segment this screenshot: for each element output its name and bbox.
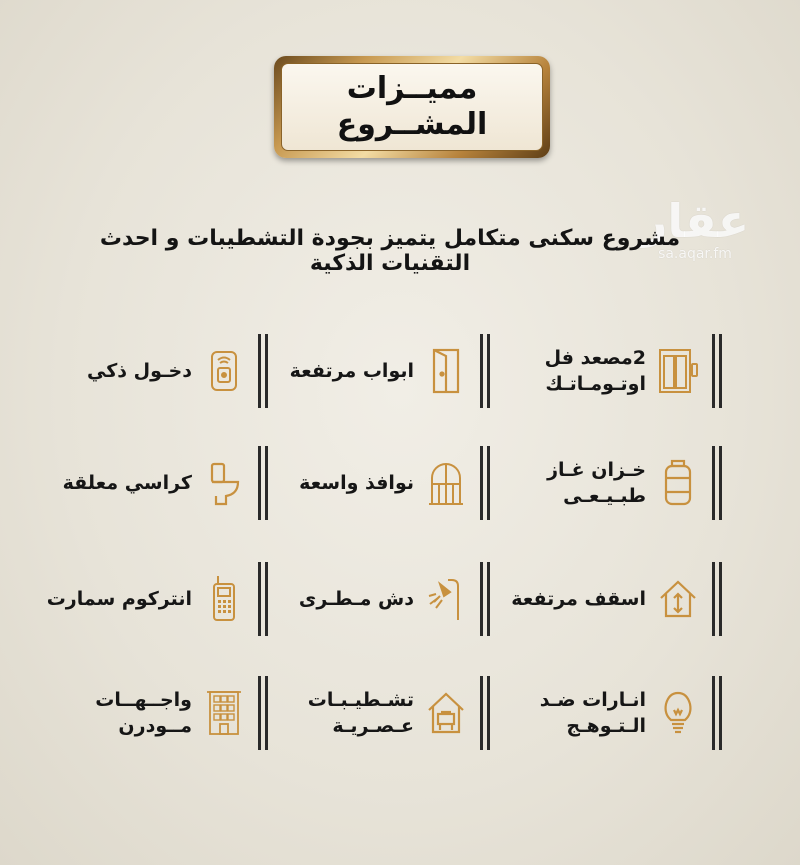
- watermark-logo: عقار: [640, 194, 750, 248]
- divider-bars: [258, 334, 268, 408]
- toilet-icon: [202, 456, 246, 510]
- feature-label: [308, 687, 414, 739]
- feature-label-line-1: دش مـطـرى: [298, 588, 414, 610]
- feature-label-line-1: نوافذ واسعة: [299, 472, 414, 494]
- feature-label-line-1: انتركوم سمارت: [46, 588, 192, 610]
- gas-tank-icon: [656, 456, 700, 510]
- feature-label-line-1: خـزان غـاز: [547, 459, 646, 481]
- feature-label-line-1: واجــهــات: [95, 689, 192, 711]
- window-icon: [424, 456, 468, 510]
- feature-label: [540, 687, 646, 739]
- feature-label: [47, 586, 192, 612]
- feature-gas-tank: [522, 446, 722, 520]
- feature-label-line-1: انـارات ضـد: [539, 689, 646, 711]
- feature-light: [522, 676, 722, 750]
- feature-label: [511, 586, 646, 612]
- feature-label-line-1: 2مصعد فل: [544, 347, 646, 369]
- watermark-url: sa.aqar.fm: [658, 246, 732, 262]
- feature-label: [95, 687, 192, 739]
- feature-window: [290, 446, 490, 520]
- feature-finishes: [290, 676, 490, 750]
- divider-bars: [712, 446, 722, 520]
- intercom-icon: [202, 572, 246, 626]
- elevator-icon: [656, 344, 700, 398]
- title-line-1: مميــزات: [346, 71, 478, 106]
- feature-label: [545, 345, 646, 397]
- feature-high-ceiling: [511, 562, 722, 636]
- divider-bars: [258, 562, 268, 636]
- divider-bars: [480, 676, 490, 750]
- feature-label-line-2: اوتـومـاتـك: [545, 373, 646, 395]
- divider-bars: [480, 334, 490, 408]
- feature-label-line-2: طبـيـعـى: [563, 485, 646, 507]
- divider-bars: [258, 446, 268, 520]
- divider-bars: [712, 334, 722, 408]
- feature-shower: [290, 562, 490, 636]
- modern-finish-icon: [424, 686, 468, 740]
- divider-bars: [712, 676, 722, 750]
- feature-toilet: [62, 446, 268, 520]
- title-line-2: المشــروع: [336, 107, 488, 142]
- divider-bars: [480, 562, 490, 636]
- feature-label: [547, 457, 646, 509]
- feature-label: [290, 358, 414, 384]
- feature-smart-lock: [68, 334, 268, 408]
- feature-label-line-2: الـتـوهـج: [566, 715, 646, 737]
- door-icon: [424, 344, 468, 398]
- divider-bars: [258, 676, 268, 750]
- feature-label-line-1: اسقف مرتفعة: [511, 588, 646, 610]
- feature-label: [299, 470, 414, 496]
- feature-label: [63, 470, 192, 496]
- modern-facade-icon: [202, 686, 246, 740]
- shower-icon: [424, 572, 468, 626]
- feature-facade: [68, 676, 268, 750]
- divider-bars: [712, 562, 722, 636]
- feature-label-line-1: كراسي معلقة: [62, 472, 192, 494]
- feature-intercom: [46, 562, 268, 636]
- title-plaque: [274, 56, 550, 158]
- subtitle: مشروع سكنى متكامل يتميز بجودة التشطيبات و احدث التقنيات الذكية: [99, 226, 681, 276]
- feature-label-line-1: ابواب مرتفعة: [289, 360, 414, 382]
- title-panel: [281, 63, 543, 151]
- high-ceiling-icon: [656, 572, 700, 626]
- feature-elevator: [522, 334, 722, 408]
- divider-bars: [480, 446, 490, 520]
- feature-door: [290, 334, 490, 408]
- feature-label-line-2: عـصـريـة: [332, 715, 414, 737]
- feature-label: [299, 586, 414, 612]
- feature-label-line-2: مــودرن: [118, 715, 192, 737]
- feature-label: [87, 358, 192, 384]
- feature-label-line-1: تشـطيـبـات: [307, 689, 414, 711]
- smart-lock-icon: [202, 344, 246, 398]
- light-bulb-icon: [656, 686, 700, 740]
- feature-label-line-1: دخـول ذكي: [87, 360, 192, 382]
